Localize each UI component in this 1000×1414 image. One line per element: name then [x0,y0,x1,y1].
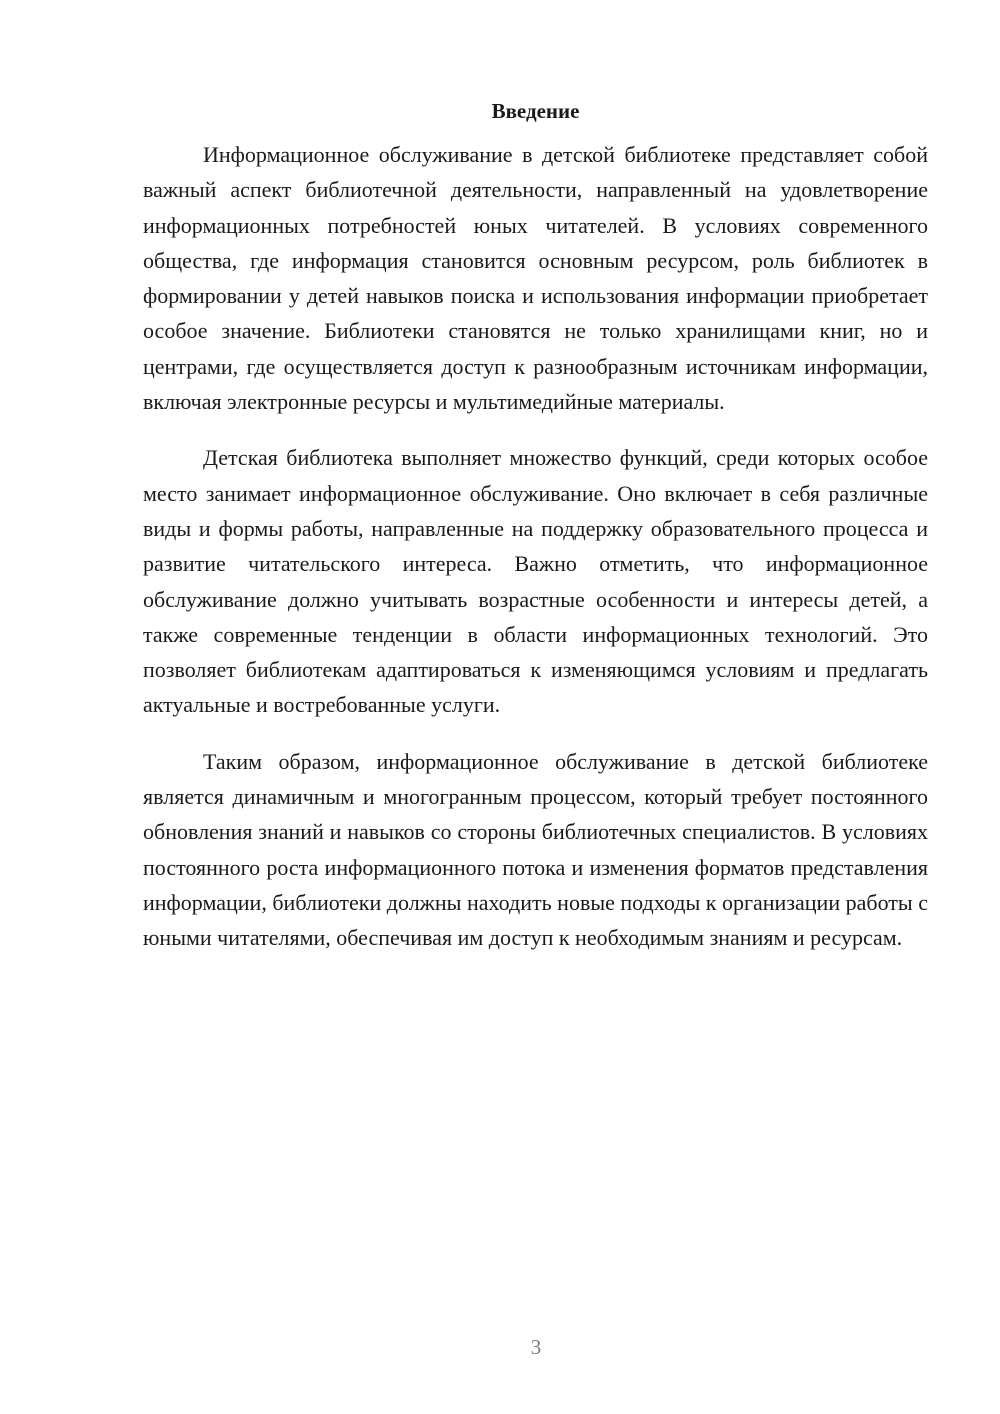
paragraph-2: Детская библиотека выполняет множество функций, среди которых особое место занимает информационное обслуживание. Оно включает в себя различные виды и формы работы, направленные на поддержку образовательного процесса и развитие читательского интереса. Важно отметить, что информационное обслуживание должно учитывать возрастные особенности и интересы детей, а также современные тенденции в области информационных технологий. Это позволяет библиотекам адаптироваться к изменяющимся условиям и предлагать актуальные и востребованные услуги. [143,445,928,718]
page-number: 3 [530,1335,542,1359]
section-heading: Введение [491,99,580,123]
paragraph-1: Информационное обслуживание в детской библиотеке представляет собой важный аспект библиотечной деятельности, направленный на удовлетворение информационных потребностей юных читателей. В условиях современного общества, где информация становится основным ресурсом, роль библиотек в формировании у детей навыков поиска и использования информации приобретает особое значение. Библиотеки становятся не только хранилищами книг, но и центрами, где осуществляется доступ к разнообразным источникам информации, включая электронные ресурсы и мультимедийные материалы. [143,142,928,415]
paragraph-3: Таким образом, информационное обслуживание в детской библиотеке является динамичным и многогранным процессом, который требует постоянного обновления знаний и навыков со стороны библиотечных специалистов. В условиях постоянного роста информационного потока и изменения форматов представления информации, библиотеки должны находить новые подходы к организации работы с юными читателями, обеспечивая им доступ к необходимым знаниям и ресурсам. [143,748,928,951]
page-content [143,95,928,977]
